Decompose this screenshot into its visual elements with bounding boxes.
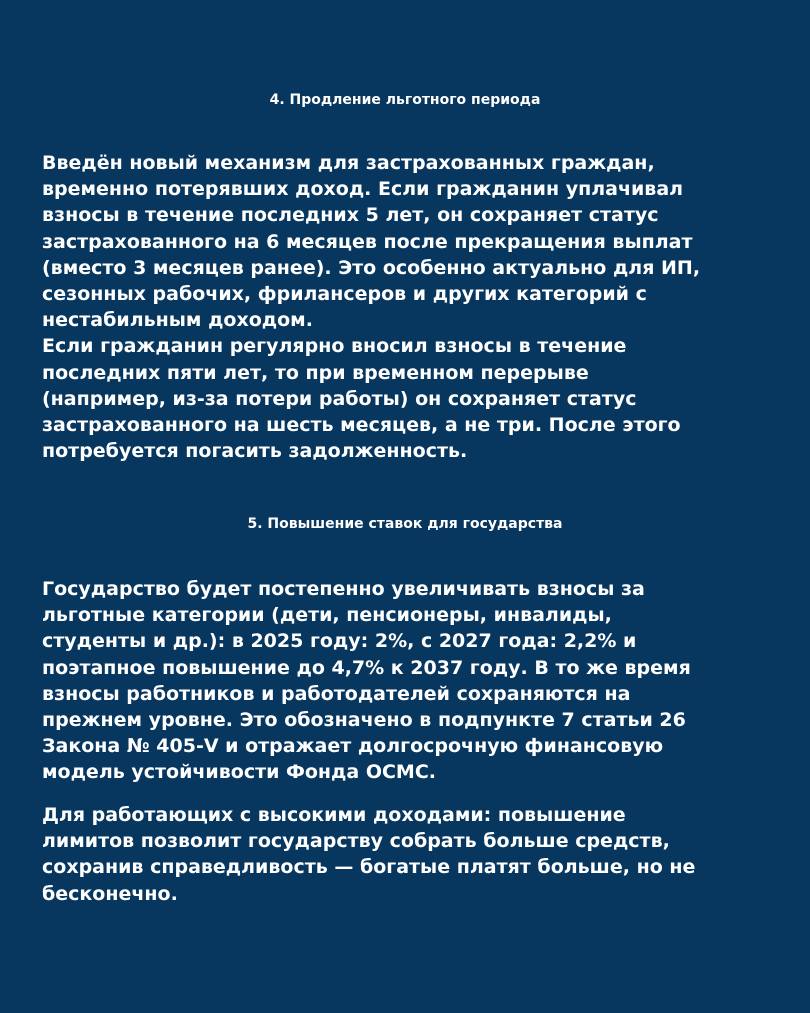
section-5-title: 5. Повышение ставок для государства bbox=[247, 516, 563, 532]
section-5-paragraph-2 bbox=[42, 802, 782, 907]
paragraph-line: (вместо 3 месяцев ранее). Это особенно актуально для ИП, bbox=[42, 256, 701, 279]
section-5-paragraph bbox=[42, 576, 782, 786]
paragraph-line: Если гражданин регулярно вносил взносы в течение bbox=[42, 335, 627, 358]
paragraph-line: застрахованного на 6 месяцев после прекращения выплат bbox=[42, 230, 693, 253]
paragraph-line: застрахованного на шесть месяцев, а не три. После этого bbox=[42, 414, 681, 437]
paragraph-line: Введён новый механизм для застрахованных граждан, bbox=[42, 152, 655, 174]
paragraph-line: сезонных рабочих, фрилансеров и других категорий с bbox=[42, 283, 647, 306]
paragraph-line: (например, из-за потери работы) он сохраняет статус bbox=[42, 387, 637, 410]
section-4-title: 4. Продление льготного периода bbox=[269, 92, 541, 108]
paragraph-line: взносы в течение последних 5 лет, он сохраняет статус bbox=[42, 204, 659, 227]
paragraph-line: потребуется погасить задолженность. bbox=[42, 440, 468, 463]
paragraph-line: Закона № 405-V и отражает долгосрочную финансовую bbox=[42, 735, 664, 758]
paragraph-line: модель устойчивости Фонда ОСМС. bbox=[42, 761, 436, 784]
paragraph-line: взносы работников и работодателей сохраняются на bbox=[42, 682, 631, 705]
paragraph-line: сохранив справедливость — богатые платят больше, но не bbox=[42, 856, 696, 879]
paragraph-line: поэтапное повышение до 4,7% к 2037 году. В то же время bbox=[42, 656, 691, 679]
paragraph-line: Государство будет постепенно увеличивать взносы за bbox=[42, 578, 645, 600]
paragraph-line: бесконечно. bbox=[42, 882, 178, 905]
paragraph-line: льготные категории (дети, пенсионеры, инвалиды, bbox=[42, 604, 612, 627]
paragraph-line: нестабильным доходом. bbox=[42, 309, 313, 332]
paragraph-line: последних пяти лет, то при временном перерыве bbox=[42, 361, 589, 384]
paragraph-line: студенты и др.): в 2025 году: 2%, с 2027 года: 2,2% и bbox=[42, 630, 637, 653]
paragraph-line: Для работающих с высокими доходами: повышение bbox=[42, 804, 626, 826]
paragraph-line: временно потерявших доход. Если гражданин уплачивал bbox=[42, 178, 684, 201]
paragraph-line: лимитов позволит государству собрать больше средств, bbox=[42, 830, 670, 853]
paragraph-line: прежнем уровне. Это обозначено в подпункте 7 статьи 26 bbox=[42, 709, 686, 732]
section-4-paragraph bbox=[42, 150, 782, 464]
